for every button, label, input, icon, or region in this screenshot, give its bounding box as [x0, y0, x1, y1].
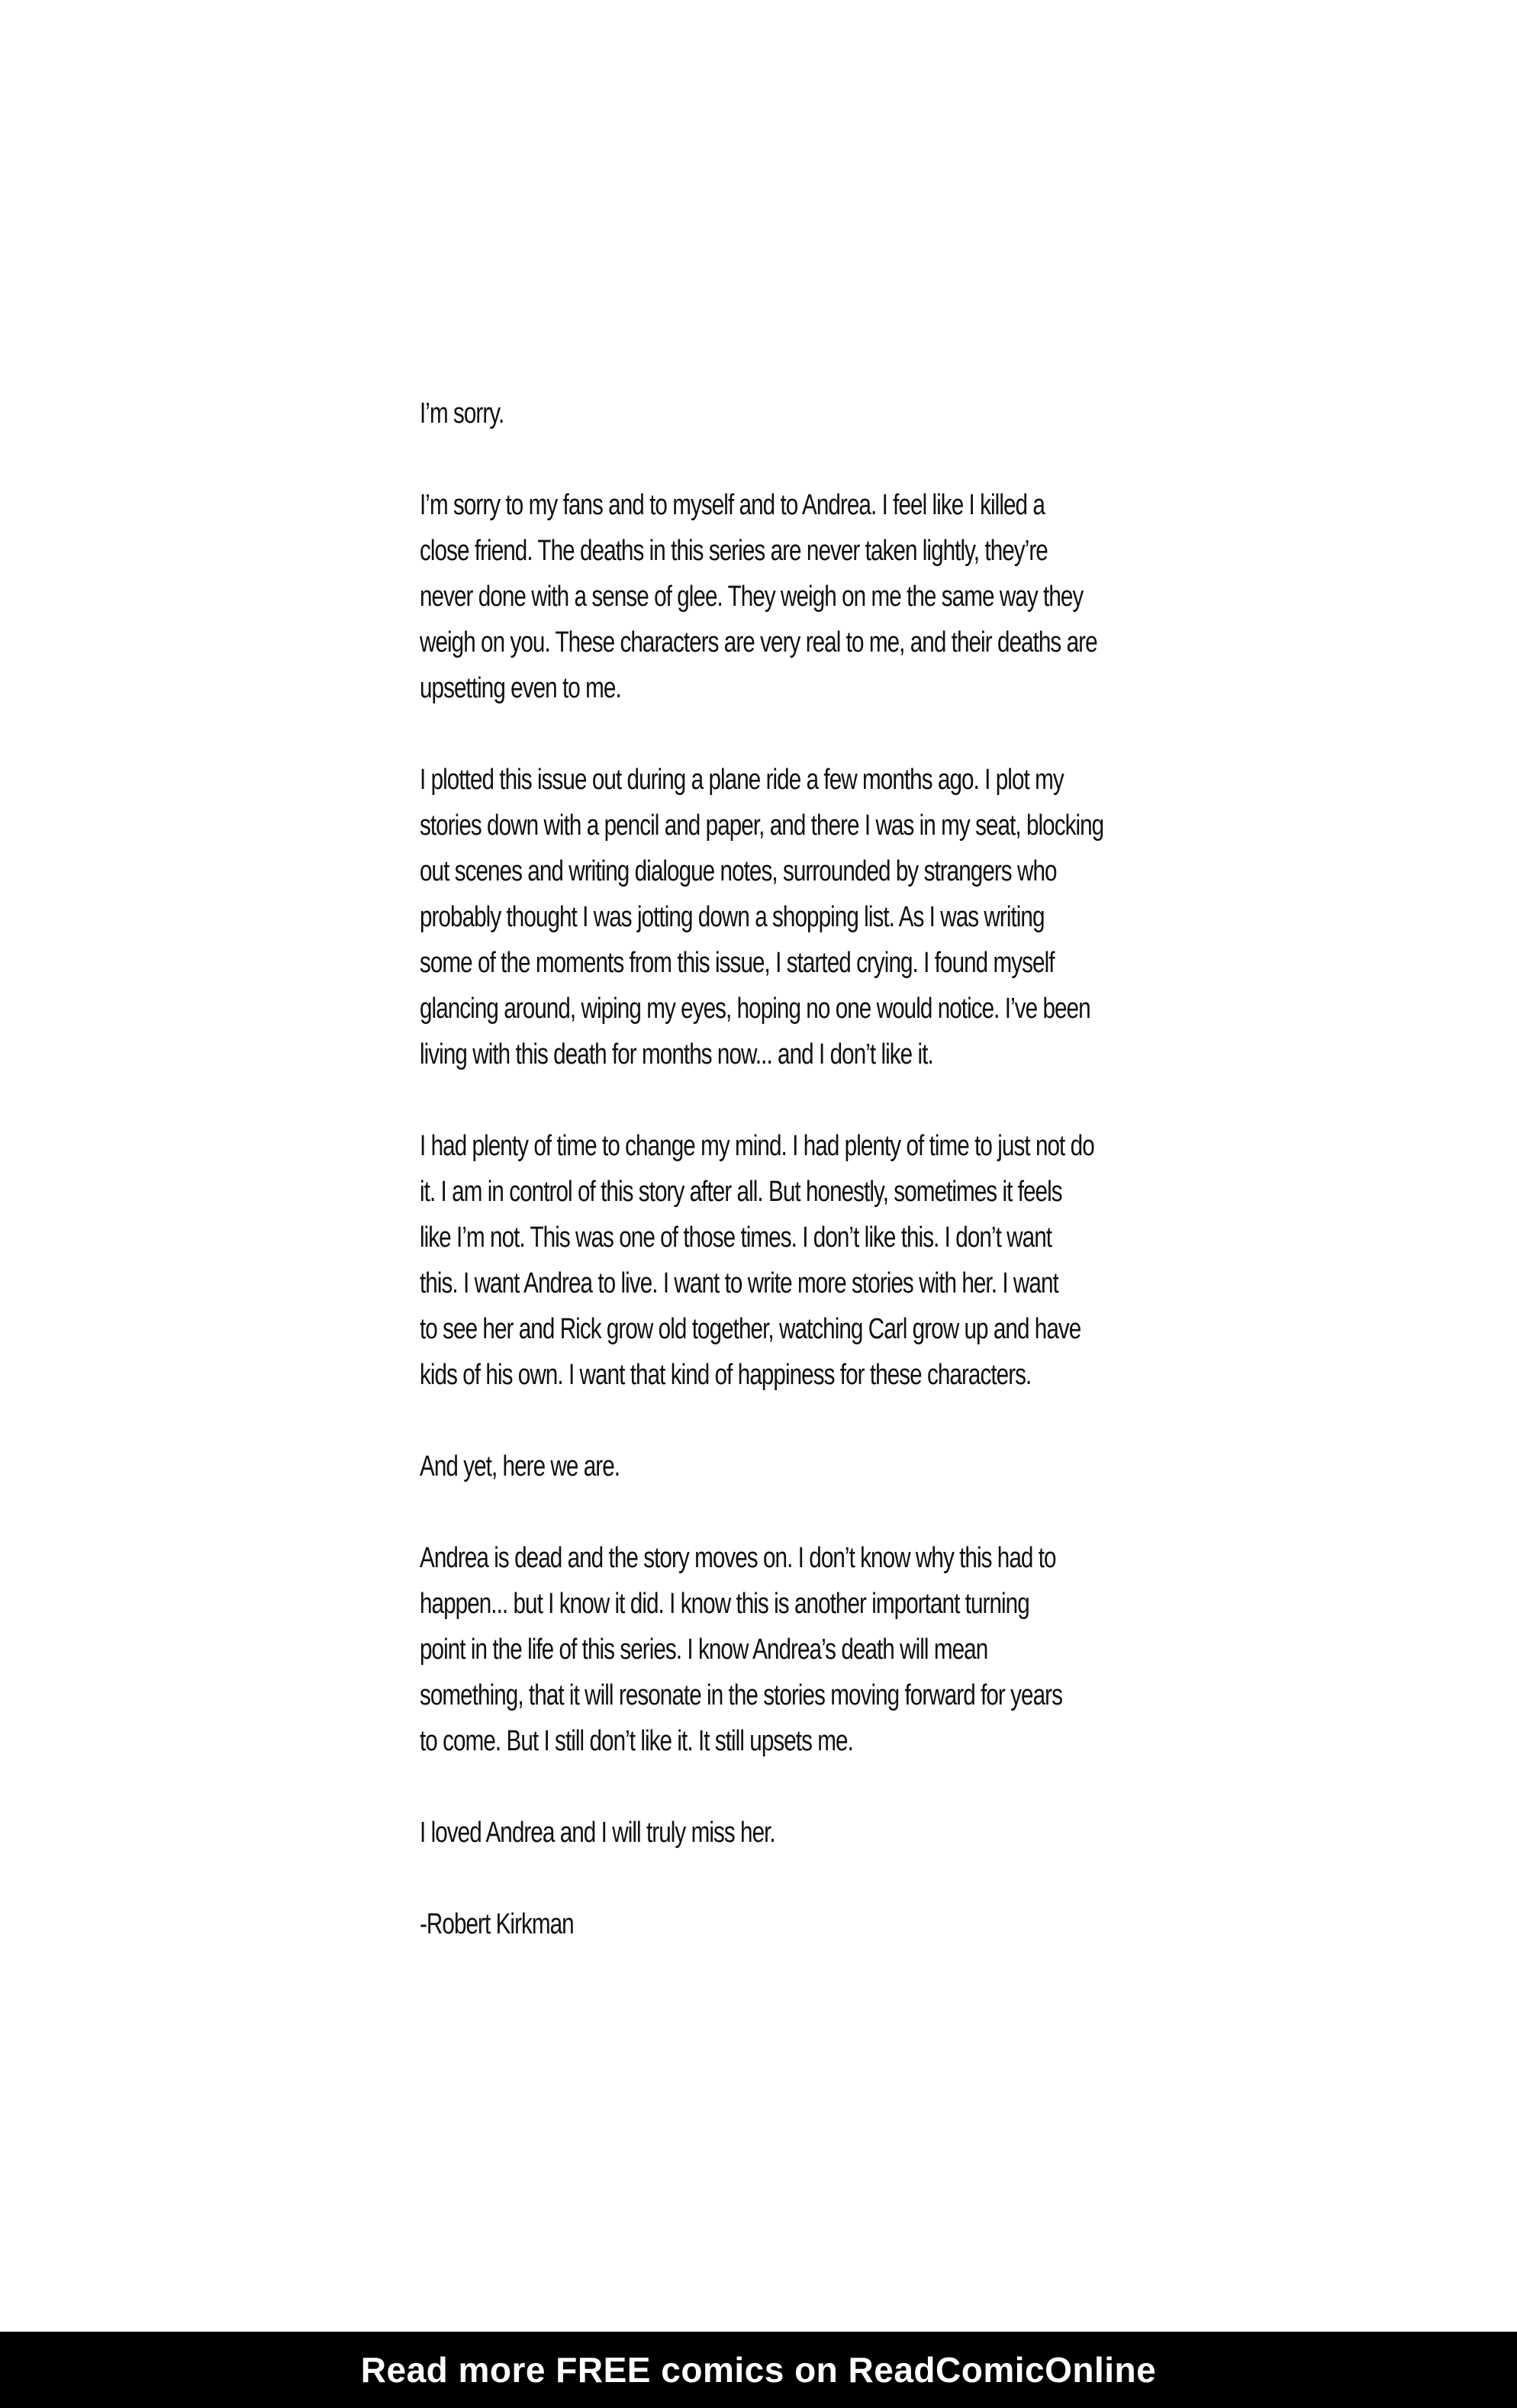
letter-signature: -Robert Kirkman [420, 1908, 574, 1940]
promo-banner-text[interactable]: Read more FREE comics on ReadComicOnline [360, 2350, 1157, 2390]
letter-paragraph-plotting: I plotted this issue out during a plane ride a few months ago. I plot my stories down with a pencil and paper, and there I was in my seat, blocking out scenes and writing dialogue notes, surrounded by strangers who probably thought I was jotting down a shopping list. As I was writing some of the moments from this issue, I started crying. I found myself glancing around, wiping my eyes, hoping no one would notice. I’ve been living with this death for months now... and I don’t like it. [420, 764, 1104, 1070]
letter-paragraph-control: I had plenty of time to change my mind. I had plenty of time to just not do it. I am in control of this story after all. But honestly, sometimes it feels like I’m not. This was one of those times. I don’t like this. I don’t want this. I want Andrea to live. I want to write more stories with her. I want to see her and Rick grow old together, watching Carl grow up and have kids of his own. I want that kind of happiness for these characters. [420, 1130, 1094, 1391]
letter-body [420, 391, 1106, 1993]
letter-paragraph-here-we-are: And yet, here we are. [420, 1450, 620, 1482]
letter-paragraph-apology: I’m sorry. [420, 398, 504, 430]
promo-banner[interactable] [0, 2332, 1517, 2408]
letter-paragraph-fans: I’m sorry to my fans and to myself and to Andrea. I feel like I killed a close friend. The deaths in this series are never taken lightly, they’re never done with a sense of glee. They weigh on me the same way they weigh on you. These characters are very real to me, and their deaths are upsetting even to me. [420, 489, 1097, 704]
letter-paragraph-moves-on: Andrea is dead and the story moves on. I don’t know why this had to happen... but I know it did. I know this is another important turning point in the life of this series. I know Andrea’s death will mean something, that it will resonate in the stories moving forward for years to come. But I still don’t like it. It still upsets me. [420, 1542, 1062, 1757]
letter-paragraph-loved-andrea: I loved Andrea and I will truly miss her. [420, 1817, 775, 1849]
